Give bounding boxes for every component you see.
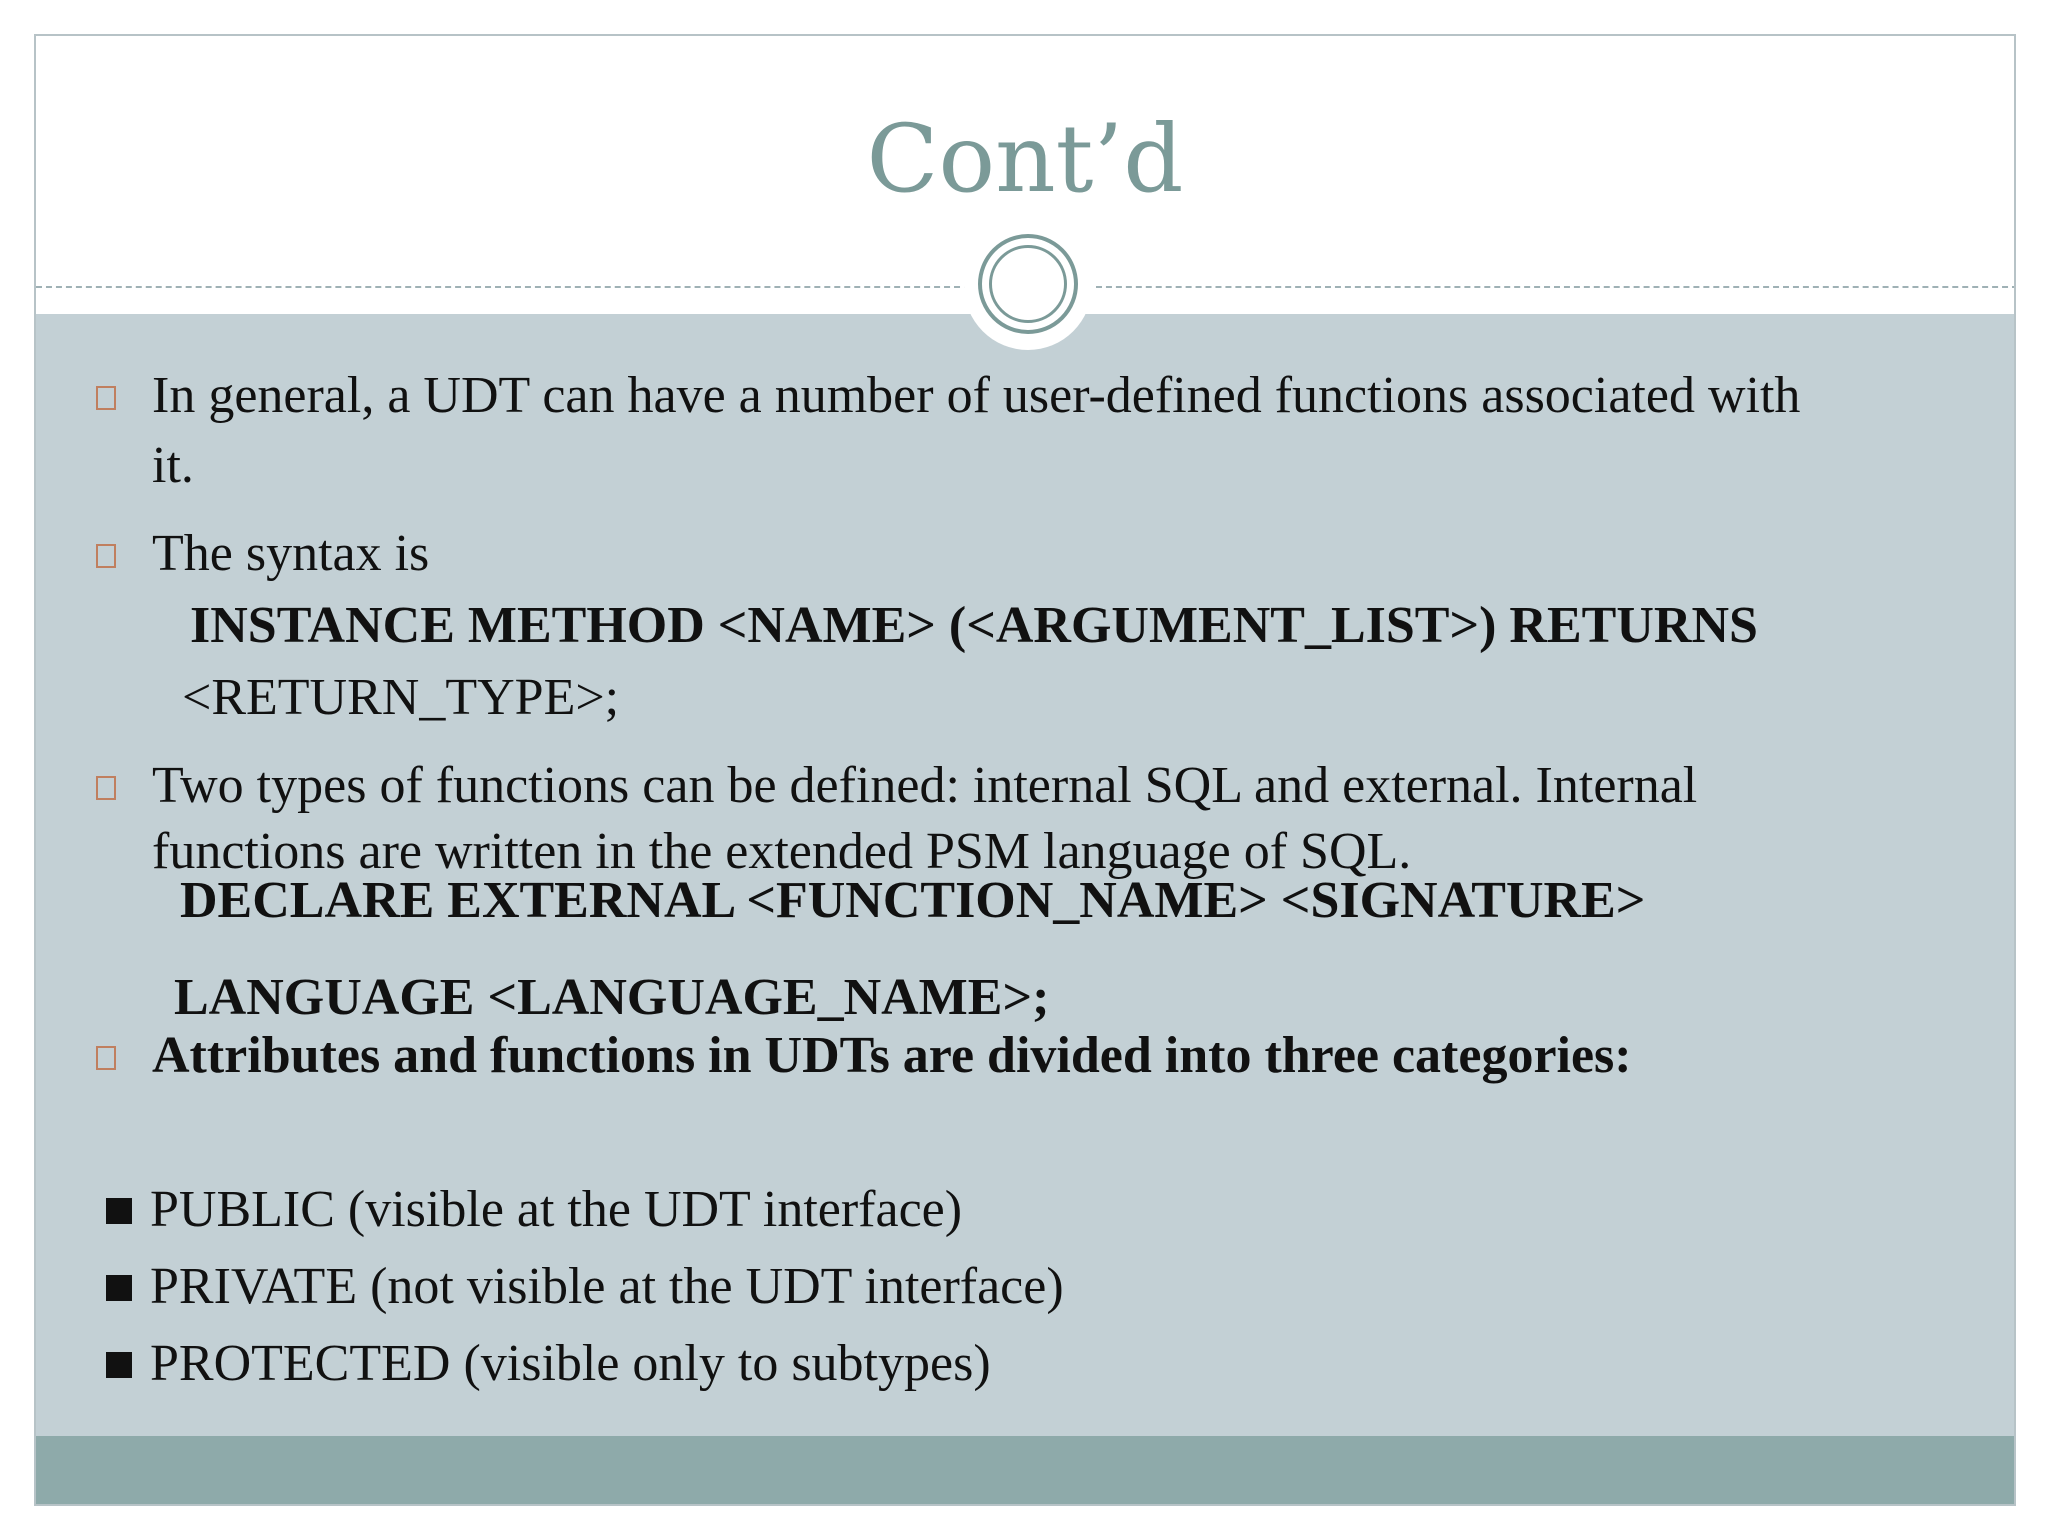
category-protected bbox=[106, 1329, 991, 1399]
bullet-3-line-2: functions are written in the extended PSM language of SQL. bbox=[152, 823, 1412, 880]
title-divider-right bbox=[1096, 286, 2016, 288]
category-public bbox=[106, 1175, 962, 1245]
square-bullet-icon bbox=[106, 1275, 132, 1301]
category-private bbox=[106, 1252, 1064, 1322]
square-bullet-icon bbox=[106, 1198, 132, 1224]
syntax-line-1: INSTANCE METHOD <NAME> (<ARGUMENT_LIST>) RETURNS bbox=[190, 597, 1758, 654]
category-public-label: PUBLIC (visible at the UDT interface) bbox=[150, 1181, 963, 1238]
bullet-1-line-2: it. bbox=[152, 437, 194, 494]
bullet-marker-icon bbox=[96, 776, 116, 800]
bullet-1-line-1: In general, a UDT can have a number of user-defined functions associated with bbox=[152, 367, 1801, 424]
bullet-marker-icon bbox=[96, 1046, 116, 1070]
slide bbox=[34, 34, 2016, 1506]
category-private-label: PRIVATE (not visible at the UDT interface) bbox=[150, 1258, 1064, 1315]
bullet-2-line-1: The syntax is bbox=[152, 525, 430, 582]
bullet-marker-icon bbox=[96, 386, 116, 410]
bullet-4-line-1: Attributes and functions in UDTs are divided into three categories: bbox=[152, 1027, 1632, 1084]
title-ornament-inner-ring bbox=[989, 245, 1067, 323]
syntax-line-2: <RETURN_TYPE>; bbox=[182, 669, 620, 726]
bullet-3-line-1: Two types of functions can be defined: internal SQL and external. Internal bbox=[152, 757, 1698, 814]
slide-title: Cont’d bbox=[866, 105, 1184, 214]
footer-bar bbox=[36, 1436, 2014, 1506]
external-decl-line-1: DECLARE EXTERNAL <FUNCTION_NAME> <SIGNATURE> bbox=[180, 872, 1646, 929]
category-protected-label: PROTECTED (visible only to subtypes) bbox=[150, 1335, 991, 1392]
bullet-marker-icon bbox=[96, 544, 116, 568]
external-decl-line-2: LANGUAGE <LANGUAGE_NAME>; bbox=[174, 969, 1050, 1026]
square-bullet-icon bbox=[106, 1352, 132, 1378]
title-divider-left bbox=[36, 286, 970, 288]
title-ornament-ring bbox=[978, 234, 1078, 334]
